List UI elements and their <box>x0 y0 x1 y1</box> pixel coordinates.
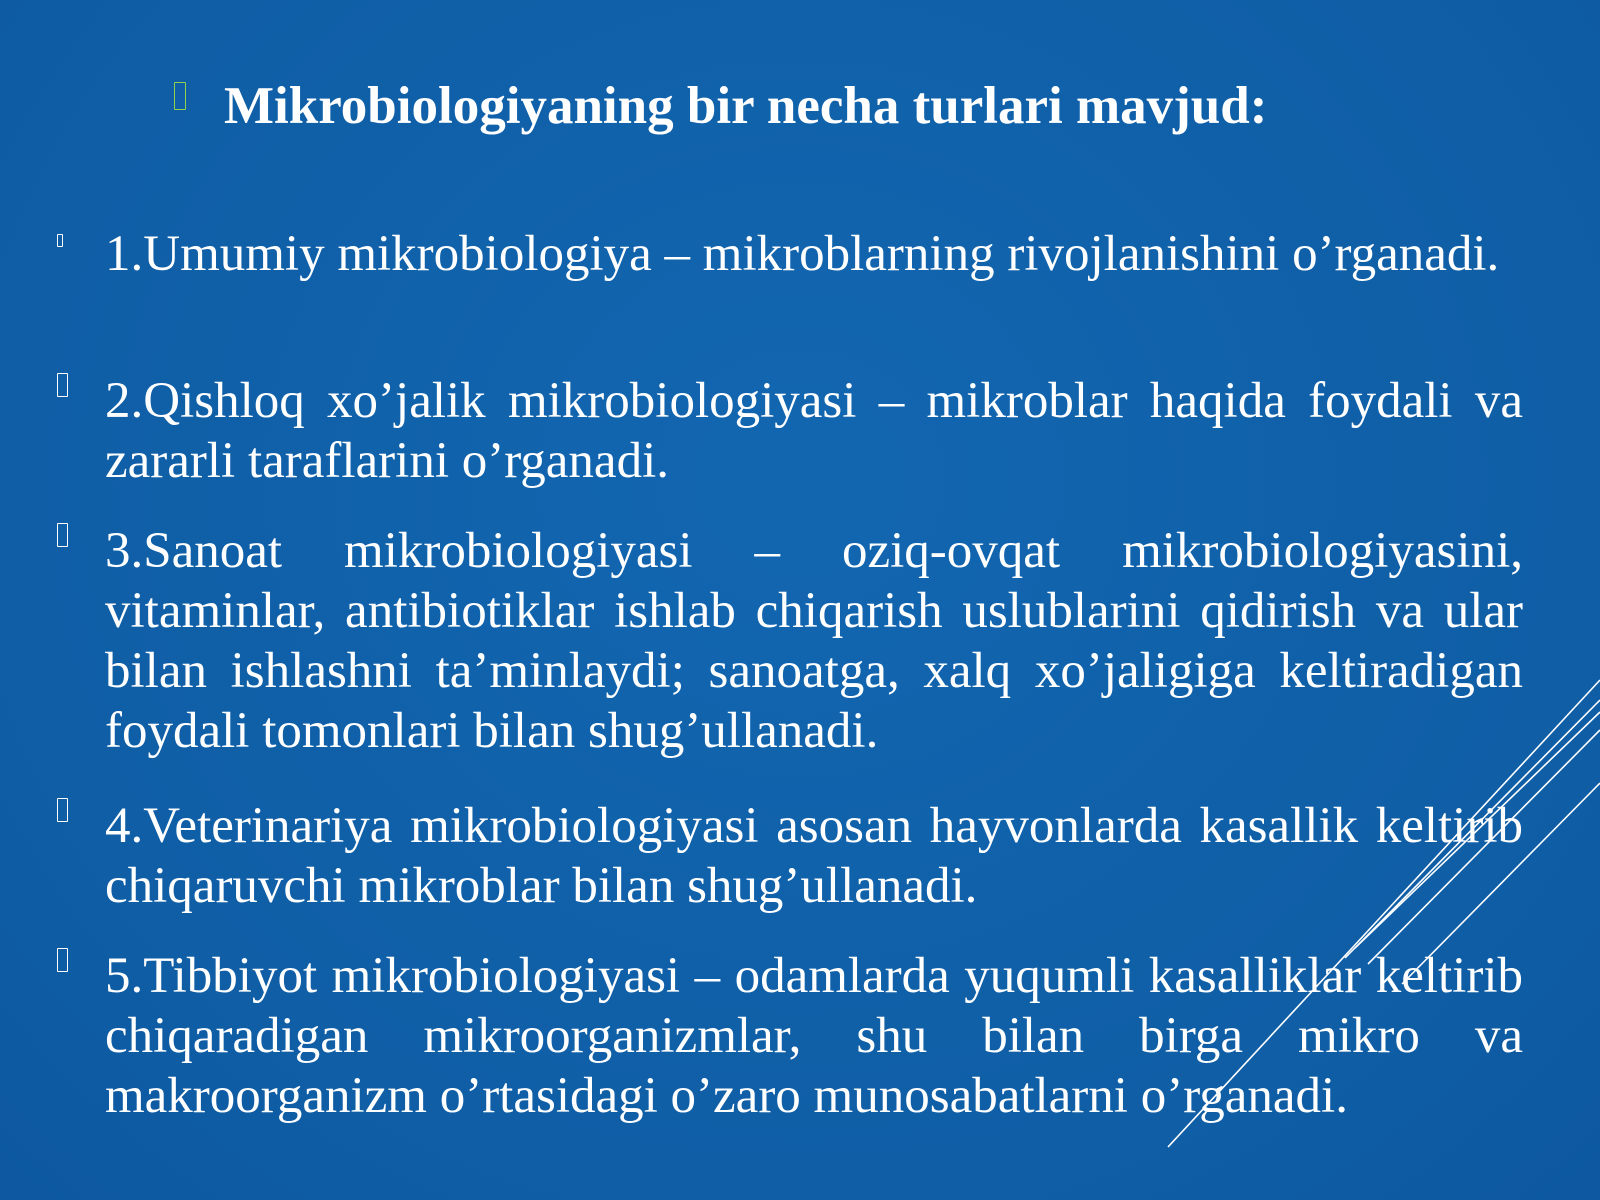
bullet-icon <box>57 948 68 972</box>
list-item-text: 5.Tibbiyot mikrobiologiyasi – odamlarda yuqumli kasalliklar keltirib chiqaradigan mikroorganizmlar, shu bilan birga mikro va makroorganizm o’rtasidagi o’zaro munosabatlarni o’rganadi. <box>105 948 1523 1124</box>
list-item-text: 3.Sanoat mikrobiologiyasi – oziq-ovqat mikrobiologiyasini, vitaminlar, antibiotiklar ishlab chiqarish uslublarini qidirish va ular bilan ishlashni ta’minlaydi; sanoatga, xalq xo’jaligiga keltiradigan foydali tomonlari bilan shug’ullanadi. <box>105 523 1523 759</box>
bullet-icon <box>57 523 68 547</box>
bullet-icon <box>57 798 68 822</box>
bullet-icon <box>57 234 63 247</box>
list-item-text: 2.Qishloq xo’jalik mikrobiologiyasi – mikroblar haqida foydali va zararli taraflarini o’rganadi. <box>105 373 1523 489</box>
bullet-icon <box>57 373 68 397</box>
list-item-text: 1.Umumiy mikrobiologiya – mikroblarning rivojlanishini o’rganadi. <box>105 226 1500 282</box>
list-item-text: 4.Veterinariya mikrobiologiyasi asosan hayvonlarda kasallik keltirib chiqaruvchi mikroblar bilan shug’ullanadi. <box>105 798 1523 914</box>
title-row <box>170 72 1470 142</box>
title-bullet-icon <box>174 82 186 110</box>
slide-title: Mikrobiologiyaning bir necha turlari mavjud: <box>224 77 1268 135</box>
